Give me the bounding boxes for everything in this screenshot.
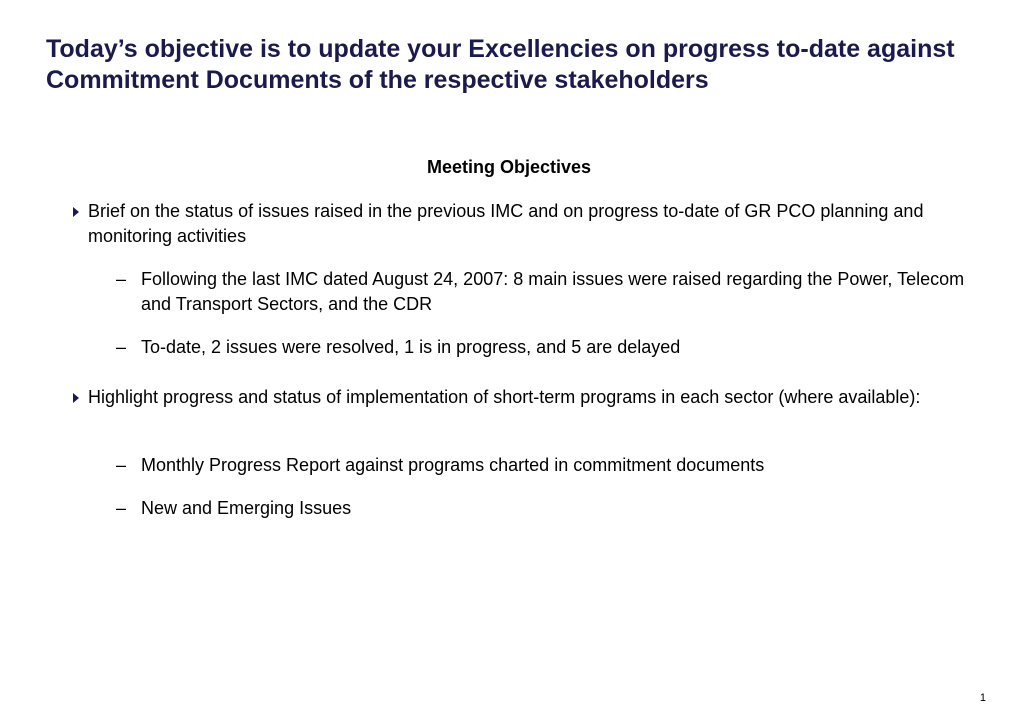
dash-bullet-icon: – — [116, 498, 127, 518]
slide-title: Today’s objective is to update your Excellencies on progress to-date against Commitment Documents of the respective stakeholders — [46, 35, 955, 94]
section-heading: Meeting Objectives — [426, 157, 592, 177]
objective-sub-item-text: Monthly Progress Report against programs charted in commitment documents — [141, 455, 765, 475]
dash-bullet-icon: – — [116, 337, 127, 357]
objective-bullet — [88, 385, 968, 410]
objective-bullet-text: Brief on the status of issues raised in the previous IMC and on progress to-date of GR PCO planning and monitoring activities — [88, 201, 924, 246]
dash-bullet-icon: – — [116, 269, 127, 289]
dash-bullet-icon: – — [116, 455, 127, 475]
triangle-bullet-icon — [73, 207, 79, 217]
objective-sub-item — [116, 267, 971, 317]
objective-sub-item-text: To-date, 2 issues were resolved, 1 is in progress, and 5 are delayed — [141, 337, 681, 357]
objective-sub-item — [116, 335, 971, 360]
objective-bullet — [88, 199, 968, 249]
triangle-bullet-icon — [73, 393, 79, 403]
objective-sub-item — [116, 496, 971, 521]
objective-sub-item-text: New and Emerging Issues — [141, 498, 352, 518]
objective-sub-item — [116, 453, 971, 478]
objective-bullet-text: Highlight progress and status of implementation of short-term programs in each sector (where available): — [88, 387, 921, 407]
objective-sub-item-text: Following the last IMC dated August 24, 2007: 8 main issues were raised regarding the Power, Telecom and Transport Sectors, and the CDR — [141, 269, 965, 314]
page-number: 1 — [979, 692, 986, 704]
